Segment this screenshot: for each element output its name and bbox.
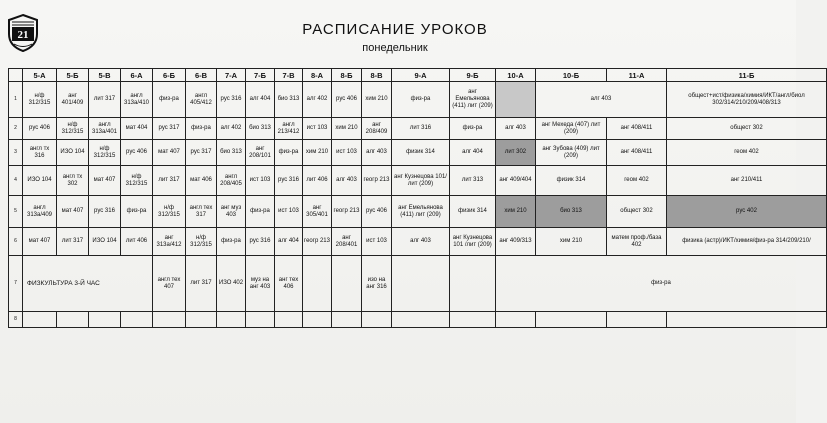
lesson-cell: анг муз 403 bbox=[217, 196, 246, 228]
lesson-cell bbox=[607, 312, 667, 328]
page-title: РАСПИСАНИЕ УРОКОВ bbox=[302, 21, 488, 38]
lesson-cell: геом 402 bbox=[607, 166, 667, 196]
lesson-cell: анг Зубова (409) лит (209) bbox=[536, 140, 607, 166]
column-header: 10-А bbox=[496, 69, 536, 82]
lesson-cell bbox=[89, 312, 121, 328]
lesson-cell: алг 402 bbox=[303, 82, 332, 118]
lesson-cell: био 313 bbox=[246, 118, 275, 140]
page-subtitle: понедельник bbox=[362, 42, 428, 54]
column-header: 8-Б bbox=[332, 69, 362, 82]
column-header: 6-А bbox=[121, 69, 153, 82]
lesson-cell: хим 210 bbox=[303, 140, 332, 166]
lesson-cell: ИЗО 104 bbox=[89, 228, 121, 256]
lesson-cell: физик 314 bbox=[450, 196, 496, 228]
table-row bbox=[9, 166, 827, 196]
lesson-cell: алг 403 bbox=[536, 82, 667, 118]
lesson-cell: алг 404 bbox=[275, 228, 303, 256]
column-header: 11-А bbox=[607, 69, 667, 82]
lesson-number: 1 bbox=[9, 82, 23, 118]
column-header: 5-Б bbox=[57, 69, 89, 82]
lesson-cell: общест 302 bbox=[667, 118, 827, 140]
lesson-cell: лит 316 bbox=[392, 118, 450, 140]
lesson-cell: анг 208/409 bbox=[362, 118, 392, 140]
school-crest-logo bbox=[6, 14, 40, 52]
lesson-cell: изо на анг 316 bbox=[362, 256, 392, 312]
lesson-cell: лит 406 bbox=[121, 228, 153, 256]
lesson-cell: рус 406 bbox=[362, 196, 392, 228]
lesson-number: 4 bbox=[9, 166, 23, 196]
lesson-cell: лит 302 bbox=[496, 140, 536, 166]
table-row bbox=[9, 256, 827, 312]
lesson-cell bbox=[496, 82, 536, 118]
lesson-cell: алг 403 bbox=[496, 118, 536, 140]
lesson-cell: алг 403 bbox=[362, 140, 392, 166]
lesson-cell: био 313 bbox=[217, 140, 246, 166]
lesson-cell: англ тех 407 bbox=[153, 256, 186, 312]
lesson-cell: англ тх 302 bbox=[57, 166, 89, 196]
column-header: 5-В bbox=[89, 69, 121, 82]
lesson-cell bbox=[303, 312, 332, 328]
lesson-cell: лит 317 bbox=[89, 82, 121, 118]
lesson-cell: рус 406 bbox=[121, 140, 153, 166]
lesson-cell: физ-ра bbox=[153, 82, 186, 118]
lesson-cell: алг 404 bbox=[246, 82, 275, 118]
lesson-cell: рус 402 bbox=[667, 196, 827, 228]
lesson-cell: рус 316 bbox=[246, 228, 275, 256]
lesson-cell: анг 208/101 bbox=[246, 140, 275, 166]
lesson-cell: ист 103 bbox=[362, 228, 392, 256]
column-header: 6-Б bbox=[153, 69, 186, 82]
lesson-cell: физ-ра bbox=[246, 196, 275, 228]
lesson-cell: мат 407 bbox=[57, 196, 89, 228]
lesson-cell: анг Кузнецова 101 /лит (209) bbox=[450, 228, 496, 256]
table-row bbox=[9, 196, 827, 228]
lesson-cell: анг тех 406 bbox=[275, 256, 303, 312]
lesson-cell bbox=[153, 312, 186, 328]
lesson-cell: рус 316 bbox=[275, 166, 303, 196]
lesson-cell: геогр 213 bbox=[362, 166, 392, 196]
lesson-cell: анг 408/411 bbox=[607, 118, 667, 140]
lesson-cell: анг 408/411 bbox=[607, 140, 667, 166]
lesson-cell: анг Емельянова (411) лит (209) bbox=[392, 196, 450, 228]
column-header bbox=[9, 69, 23, 82]
column-header: 8-А bbox=[303, 69, 332, 82]
lesson-cell bbox=[217, 312, 246, 328]
lesson-cell: англ 313а/410 bbox=[121, 82, 153, 118]
lesson-cell: геогр 213 bbox=[303, 228, 332, 256]
column-header: 7-А bbox=[217, 69, 246, 82]
lesson-cell: алг 403 bbox=[332, 166, 362, 196]
lesson-cell: алг 402 bbox=[217, 118, 246, 140]
lesson-cell: анг 409/404 bbox=[496, 166, 536, 196]
lesson-cell: мат 407 bbox=[153, 140, 186, 166]
lesson-cell: хим 210 bbox=[536, 228, 607, 256]
column-header: 6-В bbox=[186, 69, 217, 82]
table-row bbox=[9, 312, 827, 328]
lesson-cell: анг Емельянова (411) лит (209) bbox=[450, 82, 496, 118]
column-header: 5-А bbox=[23, 69, 57, 82]
lesson-cell bbox=[392, 312, 450, 328]
column-header: 9-Б bbox=[450, 69, 496, 82]
lesson-cell: ИЗО 104 bbox=[57, 140, 89, 166]
lesson-cell bbox=[246, 312, 275, 328]
lesson-number: 3 bbox=[9, 140, 23, 166]
lesson-cell: англ 208/405 bbox=[217, 166, 246, 196]
lesson-cell: мат 407 bbox=[89, 166, 121, 196]
lesson-cell bbox=[186, 312, 217, 328]
lesson-cell: общест+ист/физика/химия/ИКТ/англ/биол 302/314/210/209/408/313 bbox=[667, 82, 827, 118]
lesson-cell: анг 409/313 bbox=[496, 228, 536, 256]
lesson-cell: н/ф 312/315 bbox=[23, 82, 57, 118]
lesson-cell bbox=[303, 256, 332, 312]
header-row bbox=[9, 69, 827, 82]
lesson-cell bbox=[536, 312, 607, 328]
lesson-cell: ист 103 bbox=[303, 118, 332, 140]
lesson-cell: ист 103 bbox=[332, 140, 362, 166]
lesson-cell: анг 313а/412 bbox=[153, 228, 186, 256]
lesson-cell: муз на анг 403 bbox=[246, 256, 275, 312]
svg-text:21: 21 bbox=[17, 29, 29, 41]
lesson-number: 6 bbox=[9, 228, 23, 256]
lesson-cell: лит 317 bbox=[57, 228, 89, 256]
lesson-cell: анг 401/409 bbox=[57, 82, 89, 118]
lesson-cell bbox=[450, 312, 496, 328]
lesson-number: 2 bbox=[9, 118, 23, 140]
lesson-cell bbox=[121, 312, 153, 328]
lesson-cell: мат 407 bbox=[23, 228, 57, 256]
lesson-cell: англ тх 316 bbox=[23, 140, 57, 166]
lesson-number: 7 bbox=[9, 256, 23, 312]
lesson-cell: н/ф 312/315 bbox=[89, 140, 121, 166]
lesson-cell bbox=[332, 312, 362, 328]
lesson-cell: хим 210 bbox=[362, 82, 392, 118]
lesson-cell: ИЗО 402 bbox=[217, 256, 246, 312]
lesson-cell: н/ф 312/315 bbox=[186, 228, 217, 256]
lesson-cell: рус 406 bbox=[332, 82, 362, 118]
lesson-cell: физик 314 bbox=[536, 166, 607, 196]
schedule-table bbox=[8, 68, 827, 328]
lesson-cell: матем проф./база 402 bbox=[607, 228, 667, 256]
lesson-cell: анг 210/411 bbox=[667, 166, 827, 196]
lesson-cell: англ 313а/409 bbox=[23, 196, 57, 228]
lesson-cell bbox=[275, 312, 303, 328]
lesson-cell bbox=[450, 256, 496, 312]
lesson-cell: мат 406 bbox=[186, 166, 217, 196]
lesson-cell: англ 405/412 bbox=[186, 82, 217, 118]
lesson-cell: мат 404 bbox=[121, 118, 153, 140]
lesson-cell: био 313 bbox=[536, 196, 607, 228]
lesson-cell: анг Кузнецова 101/лит (209) bbox=[392, 166, 450, 196]
lesson-cell: физ-ра bbox=[186, 118, 217, 140]
lesson-cell: физ-ра bbox=[450, 118, 496, 140]
lesson-cell: хим 210 bbox=[332, 118, 362, 140]
lesson-cell: ист 103 bbox=[275, 196, 303, 228]
lesson-cell bbox=[392, 256, 450, 312]
table-row bbox=[9, 118, 827, 140]
lesson-cell: физика (астр)/ИКТ/химия/физ-ра 314/209/210/ bbox=[667, 228, 827, 256]
lesson-cell: рус 317 bbox=[153, 118, 186, 140]
lesson-cell: геогр 213 bbox=[332, 196, 362, 228]
lesson-cell: англ 313а/401 bbox=[89, 118, 121, 140]
lesson-cell: н/ф 312/315 bbox=[121, 166, 153, 196]
lesson-cell: лит 313 bbox=[450, 166, 496, 196]
column-header: 8-В bbox=[362, 69, 392, 82]
lesson-cell bbox=[23, 312, 57, 328]
lesson-cell: геом 402 bbox=[667, 140, 827, 166]
lesson-cell: анг 208/401 bbox=[332, 228, 362, 256]
lesson-cell bbox=[362, 312, 392, 328]
lesson-cell: н/ф 312/315 bbox=[57, 118, 89, 140]
lesson-cell: лит 406 bbox=[303, 166, 332, 196]
lesson-cell: ФИЗКУЛЬТУРА 3-Й ЧАС bbox=[23, 256, 153, 312]
lesson-cell: ист 103 bbox=[246, 166, 275, 196]
lesson-cell: н/ф 312/315 bbox=[153, 196, 186, 228]
lesson-cell: лит 317 bbox=[153, 166, 186, 196]
lesson-cell: физ-ра bbox=[496, 256, 827, 312]
lesson-cell: алг 403 bbox=[392, 228, 450, 256]
lesson-cell: физ-ра bbox=[275, 140, 303, 166]
lesson-cell: рус 316 bbox=[217, 82, 246, 118]
lesson-cell bbox=[667, 312, 827, 328]
lesson-cell: рус 317 bbox=[186, 140, 217, 166]
lesson-cell: рус 316 bbox=[89, 196, 121, 228]
column-header: 9-А bbox=[392, 69, 450, 82]
lesson-cell: ИЗО 104 bbox=[23, 166, 57, 196]
table-row bbox=[9, 140, 827, 166]
lesson-cell bbox=[332, 256, 362, 312]
lesson-cell: рус 406 bbox=[23, 118, 57, 140]
lesson-cell: англ тех 317 bbox=[186, 196, 217, 228]
lesson-number: 8 bbox=[9, 312, 23, 328]
column-header: 7-В bbox=[275, 69, 303, 82]
lesson-cell: физ-ра bbox=[121, 196, 153, 228]
lesson-cell: хим 210 bbox=[496, 196, 536, 228]
column-header: 10-Б bbox=[536, 69, 607, 82]
lesson-number: 5 bbox=[9, 196, 23, 228]
lesson-cell: лит 317 bbox=[186, 256, 217, 312]
lesson-cell bbox=[57, 312, 89, 328]
lesson-cell: физ-ра bbox=[392, 82, 450, 118]
column-header: 11-Б bbox=[667, 69, 827, 82]
lesson-cell: алг 404 bbox=[450, 140, 496, 166]
lesson-cell: англ 213/412 bbox=[275, 118, 303, 140]
lesson-cell: анг 305/401 bbox=[303, 196, 332, 228]
table-row bbox=[9, 82, 827, 118]
lesson-cell: анг Мехеда (407) лит (209) bbox=[536, 118, 607, 140]
lesson-cell: физ-ра bbox=[217, 228, 246, 256]
lesson-cell: био 313 bbox=[275, 82, 303, 118]
column-header: 7-Б bbox=[246, 69, 275, 82]
lesson-cell bbox=[496, 312, 536, 328]
table-row bbox=[9, 228, 827, 256]
lesson-cell: общест 302 bbox=[607, 196, 667, 228]
lesson-cell: физик 314 bbox=[392, 140, 450, 166]
